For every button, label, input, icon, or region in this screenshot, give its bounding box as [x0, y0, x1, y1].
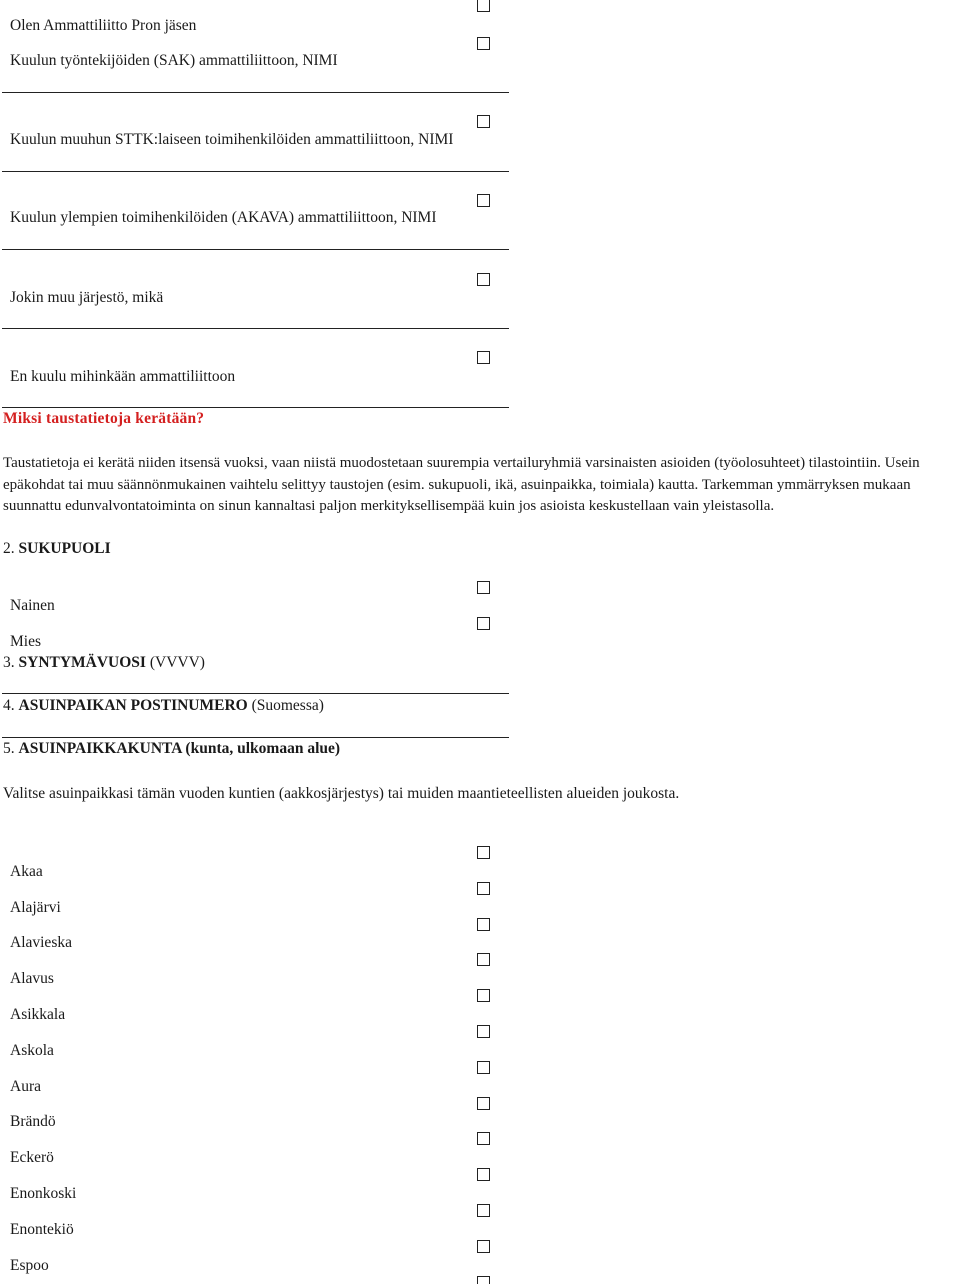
union-option-label: Jokin muu järjestö, mikä [10, 289, 164, 306]
municipality-label: Eckerö [10, 1149, 54, 1166]
union-option-label: En kuulu mihinkään ammattiliittoon [10, 368, 236, 385]
union-option-label: Kuulun ylempien toimihenkilöiden (AKAVA) ammattiliittoon, NIMI [10, 209, 437, 226]
municipality-checkbox[interactable] [477, 918, 490, 931]
q4-suffix: (Suomessa) [251, 697, 324, 714]
union-option-label: Kuulun muuhun STTK:laiseen toimihenkilöiden ammattiliittoon, NIMI [10, 131, 454, 148]
q5-title: ASUINPAIKKAKUNTA (kunta, ulkomaan alue) [18, 740, 341, 757]
municipality-label: Espoo [10, 1257, 49, 1274]
union-checkbox-3[interactable] [477, 194, 490, 207]
birth-year-field[interactable] [2, 693, 509, 694]
municipality-checkbox[interactable] [477, 1168, 490, 1181]
municipality-checkbox[interactable] [477, 953, 490, 966]
q3-heading [3, 654, 205, 672]
why-stats-text: Taustatietoja ei kerätä niiden itsensä vuoksi, vaan niistä muodostetaan suurempia vertailuryhmiä varsinaisten asioiden (työolosuhteet) tilastointiin. Usein epäkohdat tai muu säännönmukainen vaihtelu selittyy taustojen (esim. sukupuoli, ikä, asuinpaikka, toimiala) kautta. Tarkemman ymmärryksen mukaan suunnattu edunvalvontatoiminta on sinun kannaltasi paljon merkityksellisempää kuin jos asioista keskustellaan vain yleistasolla. [3, 455, 920, 514]
q4-title: ASUINPAIKAN POSTINUMERO [18, 697, 248, 714]
municipality-label: Alavieska [10, 934, 72, 951]
q2-heading [3, 540, 111, 558]
union-checkbox-4[interactable] [477, 273, 490, 286]
municipality-checkbox[interactable] [477, 1061, 490, 1074]
union-checkbox-2[interactable] [477, 115, 490, 128]
municipality-checkbox[interactable] [477, 1276, 490, 1284]
municipality-checkbox[interactable] [477, 882, 490, 895]
municipality-label: Brändö [10, 1113, 56, 1130]
q4-heading [3, 697, 324, 715]
municipality-label: Alavus [10, 970, 54, 987]
q2-number: 2. [3, 540, 15, 557]
municipality-checkbox[interactable] [477, 1025, 490, 1038]
q2-option-label: Mies [10, 633, 41, 650]
q5-intro: Valitse asuinpaikkasi tämän vuoden kuntien (aakkosjärjestys) tai muiden maantieteellisten alueiden joukosta. [3, 785, 680, 802]
union-name-field[interactable] [2, 171, 509, 172]
q3-number: 3. [3, 654, 15, 671]
municipality-checkbox[interactable] [477, 989, 490, 1002]
union-option-label: Olen Ammattiliitto Pron jäsen [10, 17, 197, 34]
municipality-label: Enontekiö [10, 1221, 74, 1238]
q2-title: SUKUPUOLI [18, 540, 111, 557]
q2-checkbox-1[interactable] [477, 617, 490, 630]
municipality-label: Aura [10, 1078, 41, 1095]
municipality-checkbox[interactable] [477, 1204, 490, 1217]
municipality-label: Alajärvi [10, 899, 61, 916]
q5-heading [3, 740, 340, 758]
municipality-checkbox[interactable] [477, 1132, 490, 1145]
q2-option-label: Nainen [10, 597, 55, 614]
union-checkbox-5[interactable] [477, 351, 490, 364]
municipality-label: Akaa [10, 863, 43, 880]
divider [2, 407, 509, 408]
q3-suffix: (VVVV) [149, 654, 205, 671]
postal-code-field[interactable] [2, 737, 509, 738]
union-checkbox-1[interactable] [477, 37, 490, 50]
municipality-checkbox[interactable] [477, 846, 490, 859]
municipality-checkbox[interactable] [477, 1097, 490, 1110]
q4-number: 4. [3, 697, 15, 714]
q3-title: SYNTYMÄVUOSI [18, 654, 146, 671]
municipality-label: Enonkoski [10, 1185, 77, 1202]
union-checkbox-0[interactable] [477, 0, 490, 12]
why-stats-title: Miksi taustatietoja kerätään? [3, 410, 205, 427]
other-org-field[interactable] [2, 328, 509, 329]
union-name-field[interactable] [2, 249, 509, 250]
q2-checkbox-0[interactable] [477, 581, 490, 594]
union-name-field[interactable] [2, 92, 509, 93]
union-option-label: Kuulun työntekijöiden (SAK) ammattiliittoon, NIMI [10, 52, 338, 69]
municipality-label: Asikkala [10, 1006, 66, 1023]
municipality-label: Askola [10, 1042, 54, 1059]
q5-number: 5. [3, 740, 15, 757]
municipality-checkbox[interactable] [477, 1240, 490, 1253]
